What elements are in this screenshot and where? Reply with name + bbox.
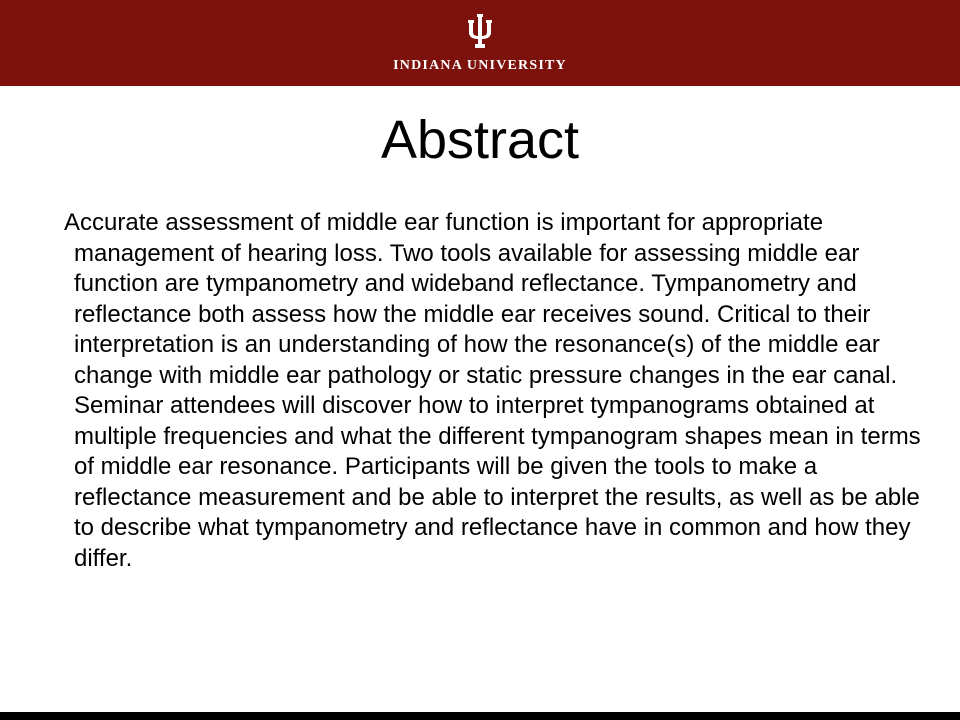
slide-title: Abstract [380,110,580,170]
iu-trident-icon [466,14,494,48]
footer-bar [0,712,960,720]
university-wordmark: INDIANA UNIVERSITY [393,58,567,73]
header-bar [0,0,960,86]
abstract-body: Accurate assessment of middle ear function is important for appropriate management of hearing loss. Two tools available for assessing middle ear function are tympanometry and wideband reflectance. Tympanometry and reflectance both assess how the middle ear receives sound. Critical to their interpretation is an understanding of how the resonance(s) of the middle ear change with middle ear pathology or static pressure changes in the ear canal. Seminar attendees will discover how to interpret tympanograms obtained at multiple frequencies and what the different tympanogram shapes mean in terms of middle ear resonance. Participants will be given the tools to make a reflectance measurement and be able to interpret the results, as well as be able to describe what tympanometry and reflectance have in common and how they differ. [64,209,921,572]
